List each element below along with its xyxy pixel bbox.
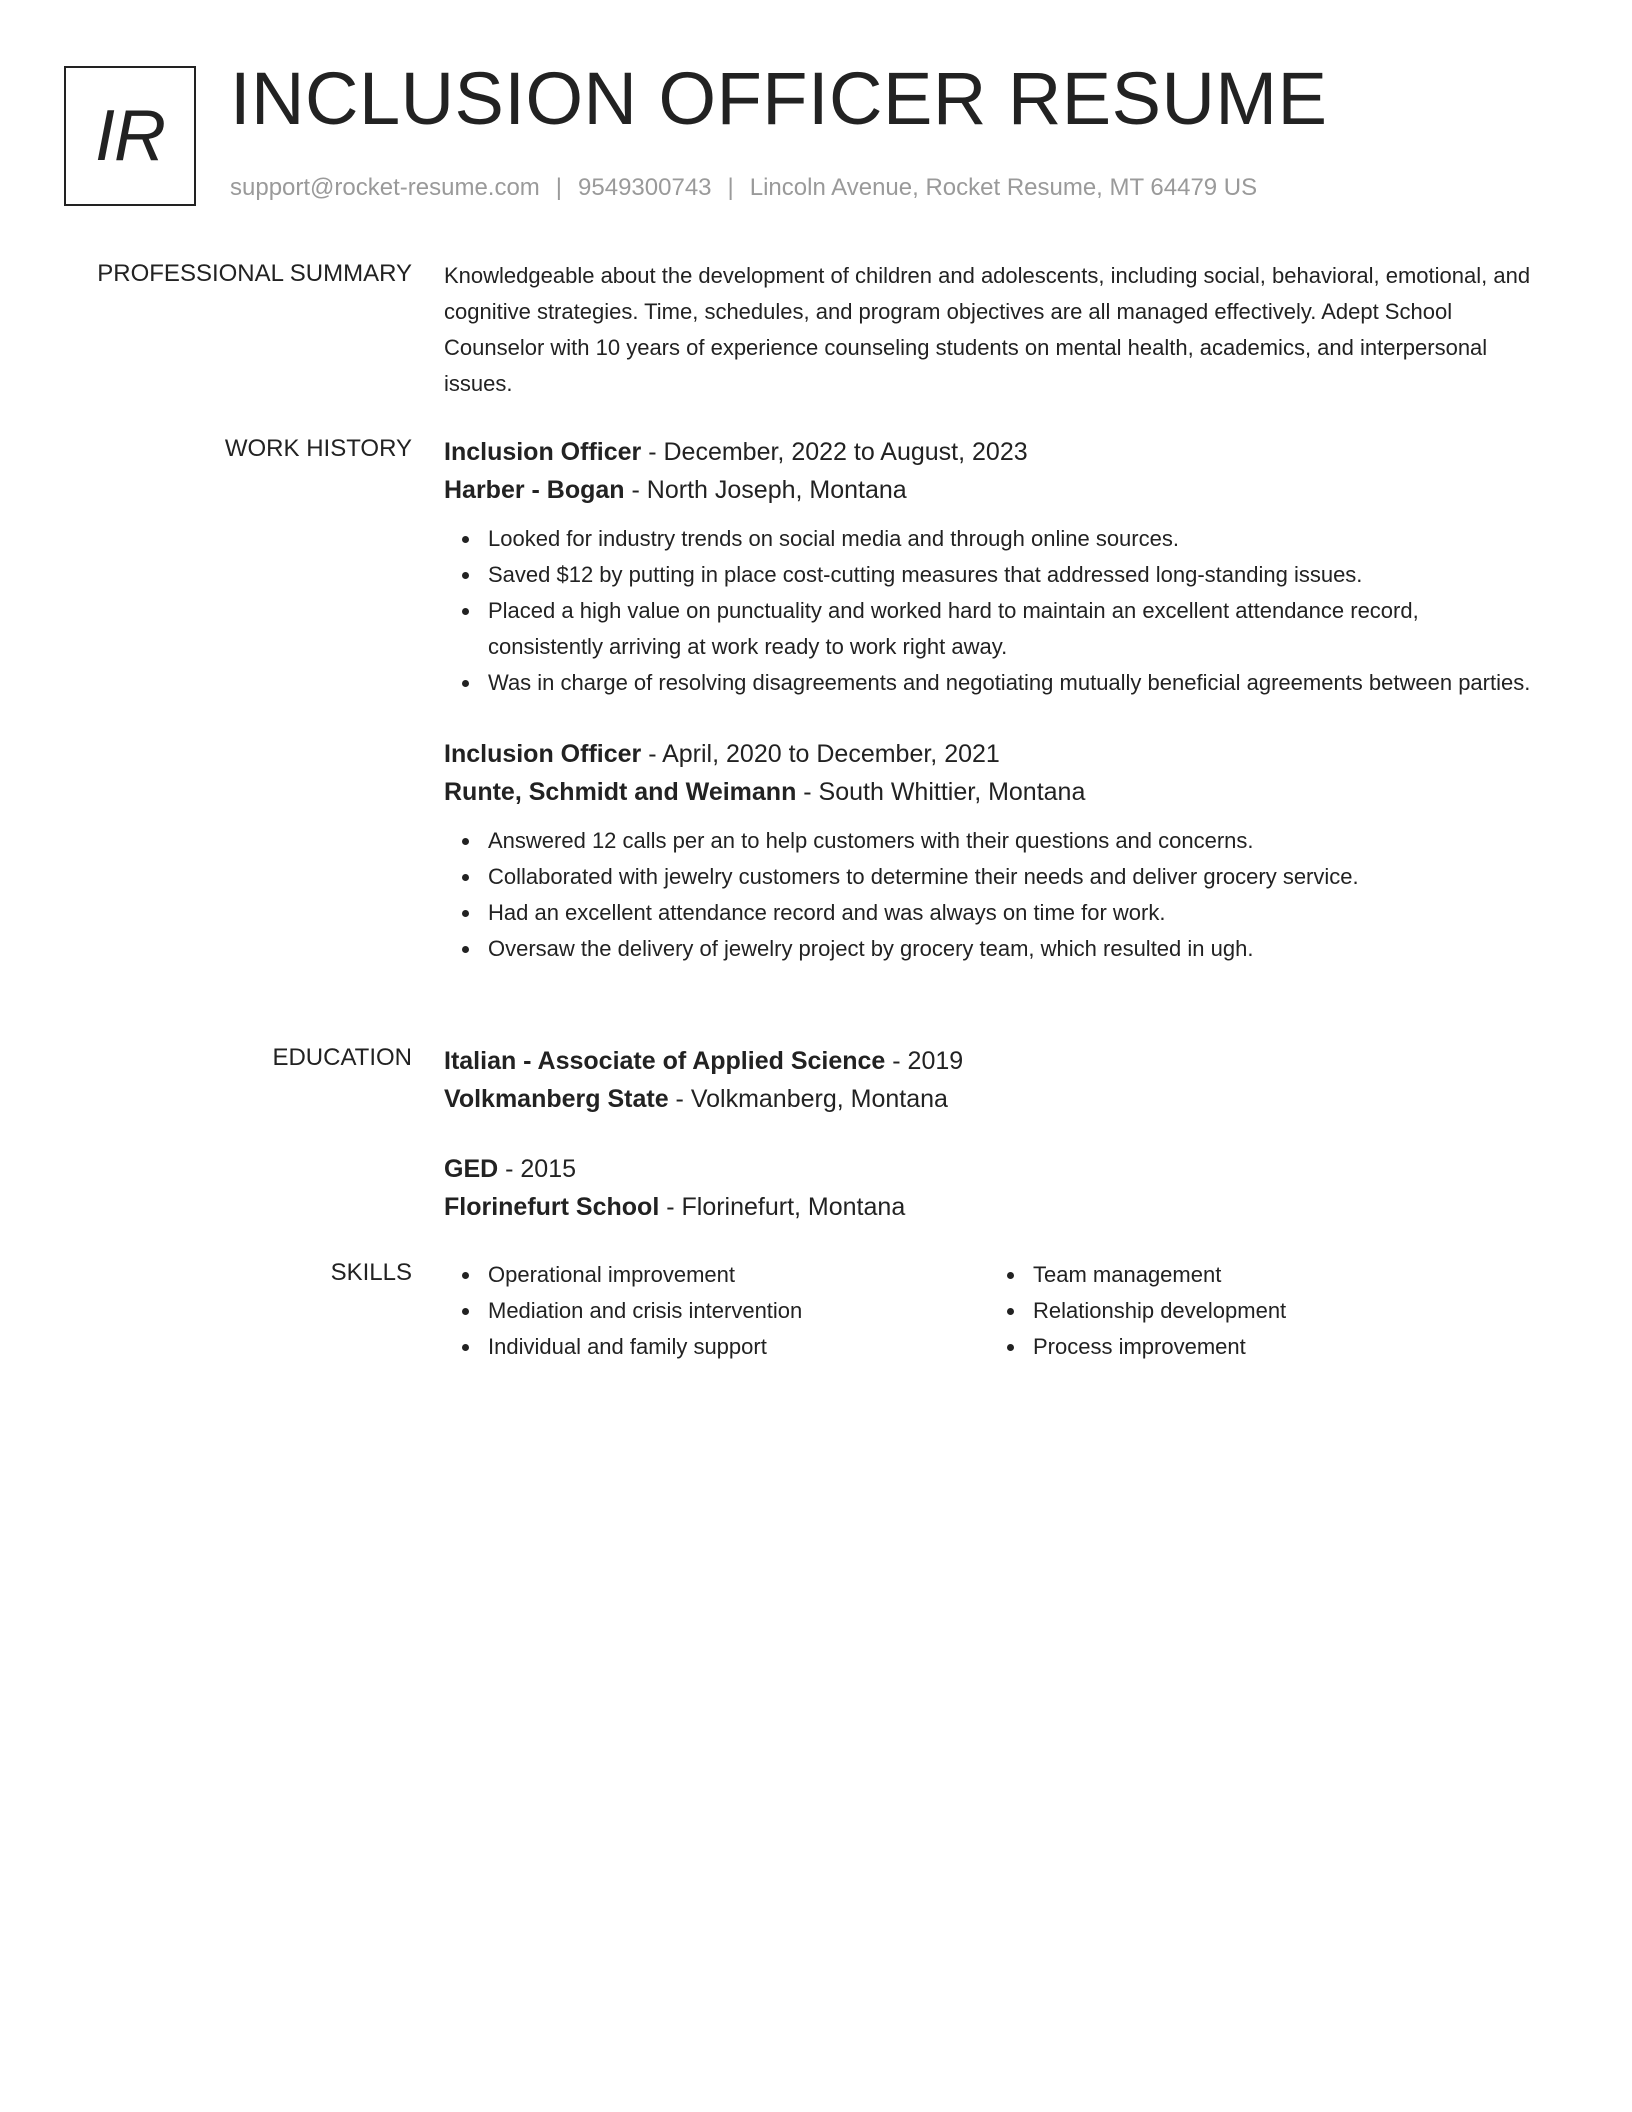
job-location: - South Whittier, Montana [796,778,1086,806]
work-history-body [444,433,1534,967]
job-company-line [444,773,1534,811]
job-title: Inclusion Officer [444,740,642,768]
skills-column-right [989,1257,1534,1365]
skill-item: Operational improvement [488,1257,989,1293]
education-degree-line [444,1042,1534,1080]
job-bullet: Placed a high value on punctuality and worked hard to maintain an excellent attendance record, consistently arriving at work ready to work right away. [488,593,1534,665]
education-school-line [444,1188,1534,1226]
education-year: - 2019 [885,1047,964,1075]
education-school: Volkmanberg State [444,1085,669,1113]
skill-item: Relationship development [1033,1293,1534,1329]
education-location: - Volkmanberg, Montana [668,1085,948,1113]
job-bullet: Oversaw the delivery of jewelry project by grocery team, which resulted in ugh. [488,931,1534,967]
job-company: Harber - Bogan [444,476,625,504]
job-dates: - April, 2020 to December, 2021 [641,740,1000,768]
monogram-text: IR [95,96,165,176]
job-title-line [444,735,1534,773]
education-location: - Florinefurt, Montana [659,1193,906,1221]
job-location: - North Joseph, Montana [624,476,907,504]
job-bullets [444,823,1534,967]
job-bullet: Collaborated with jewelry customers to determine their needs and deliver grocery service. [488,859,1534,895]
job-bullet: Had an excellent attendance record and was always on time for work. [488,895,1534,931]
job-bullet: Looked for industry trends on social media and through online sources. [488,521,1534,557]
skill-item: Individual and family support [488,1329,989,1365]
job-company: Runte, Schmidt and Weimann [444,778,797,806]
resume-title: INCLUSION OFFICER RESUME [230,57,1328,140]
contact-email: support@rocket-resume.com [230,174,540,201]
job-bullet: Answered 12 calls per an to help customers with their questions and concerns. [488,823,1534,859]
contact-phone: 9549300743 [578,174,712,201]
skills-column-left [444,1257,989,1365]
job-dates: - December, 2022 to August, 2023 [641,438,1028,466]
summary-body [444,258,1534,402]
job-bullet: Was in charge of resolving disagreements and negotiating mutually beneficial agreements between parties. [488,665,1534,701]
education-degree: Italian - Associate of Applied Science [444,1047,886,1075]
education-degree: GED [444,1155,499,1183]
education-entry [444,1150,1534,1226]
skills-grid [444,1257,1534,1365]
contact-address: Lincoln Avenue, Rocket Resume, MT 64479 US [749,174,1258,201]
section-label-education: EDUCATION [272,1044,412,1071]
job-entry [444,433,1534,701]
skills-list-right [989,1257,1534,1365]
education-school-line [444,1080,1534,1118]
section-label-summary: PROFESSIONAL SUMMARY [97,260,412,287]
job-title-line [444,433,1534,471]
skill-item: Process improvement [1033,1329,1534,1365]
education-entry [444,1042,1534,1118]
skills-body [444,1257,1534,1365]
contact-separator: | [727,174,734,201]
job-company-line [444,471,1534,509]
section-label-skills: SKILLS [330,1259,412,1286]
contact-line [230,174,1257,203]
skill-item: Mediation and crisis intervention [488,1293,989,1329]
job-bullets [444,521,1534,701]
job-bullet: Saved $12 by putting in place cost-cutting measures that addressed long-standing issues. [488,557,1534,593]
education-school: Florinefurt School [444,1193,660,1221]
section-label-work-history: WORK HISTORY [224,435,412,462]
contact-separator: | [555,174,563,201]
summary-text: Knowledgeable about the development of children and adolescents, including social, behavioral, emotional, and cognitive strategies. Time, schedules, and program objectives are all managed effectively. Adept School Counselor with 10 years of experience counseling students on mental health, academics, and interpersonal issues. [444,263,1531,396]
monogram-box [64,66,196,206]
skills-list-left [444,1257,989,1365]
education-year: - 2015 [498,1155,577,1183]
job-entry [444,735,1534,967]
skill-item: Team management [1033,1257,1534,1293]
job-title: Inclusion Officer [444,438,642,466]
education-body [444,1042,1534,1226]
education-degree-line [444,1150,1534,1188]
